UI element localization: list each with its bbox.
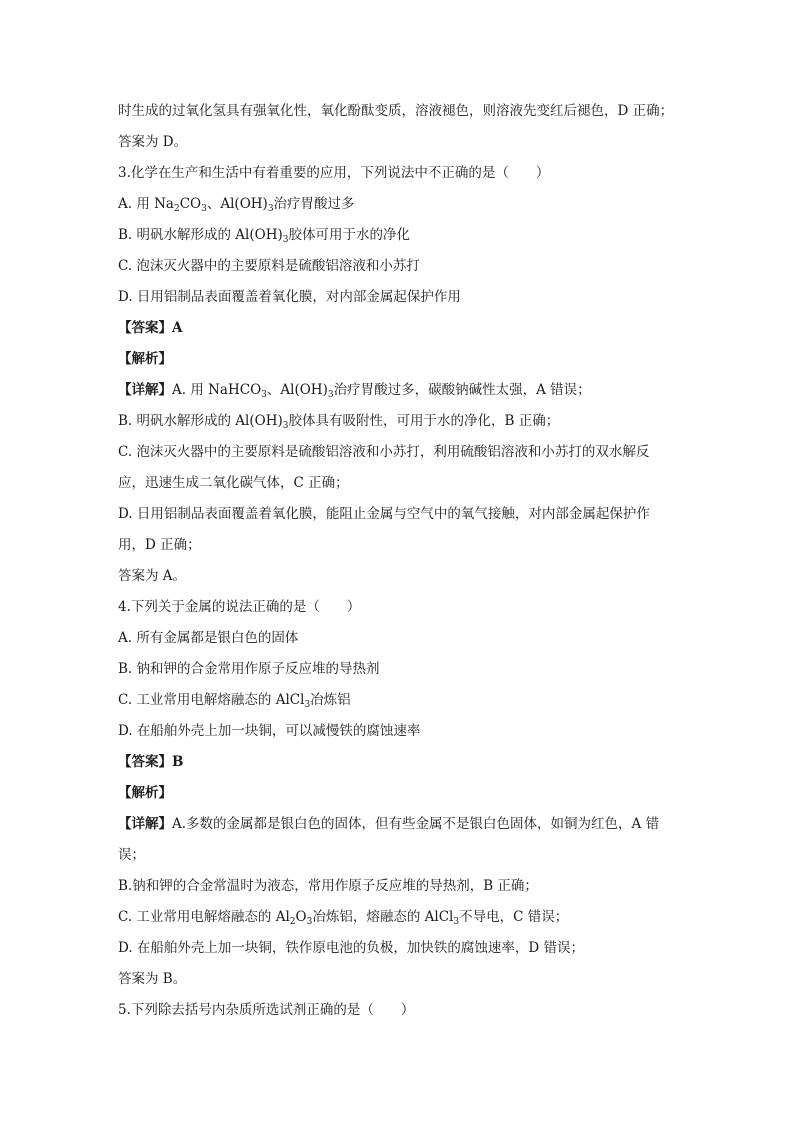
answer-label: 【答案】B	[118, 754, 184, 770]
explanation-line: 应，迅速生成二氧化碳气体，C 正确；	[118, 475, 349, 491]
explanation-line: B. 明矾水解形成的 $Al(OH)_3$胶体具有吸附性，可用于水的净化，B 正确；	[118, 413, 560, 431]
explanation-line: B.钠和钾的合金常温时为液态，常用作原子反应堆的导热剂，B 正确；	[118, 878, 538, 894]
question-3-option-b: B. 明矾水解形成的 $Al(OH)_3$胶体可用于水的净化	[118, 227, 410, 245]
explanation-line: 【详解】A. 用 NaHCO$_3$、$Al(OH)_3$治疗胃酸过多，碳酸钠碱性太强，A 错误；	[118, 382, 591, 400]
explanation-line: 【详解】A.多数的金属都是银白色的固体，但有些金属不是银白色固体，如铜为红色，A 错	[118, 816, 660, 832]
explanation-line: D. 日用铝制品表面覆盖着氧化膜，能阻止金属与空气中的氧气接触，对内部金属起保护作	[118, 506, 650, 522]
explanation-line: 用，D 正确；	[118, 537, 201, 553]
question-4-option-c: C. 工业常用电解熔融态的 AlCl$_3$冶炼铝	[118, 692, 351, 710]
analysis-label: 【解析】	[118, 785, 172, 801]
question-4-option-d: D. 在船舶外壳上加一块铜，可以减慢铁的腐蚀速率	[118, 723, 421, 739]
question-3-stem: 3.化学在生产和生活中有着重要的应用，下列说法中不正确的是（ ）	[118, 165, 550, 181]
text-line: 答案为 D。	[118, 134, 188, 150]
answer-conclusion: 答案为 B。	[118, 971, 187, 987]
text-line: 时生成的过氧化氢具有强氧化性，氧化酚酞变质，溶液褪色，则溶液先变红后褪色，D 正确；	[118, 103, 674, 119]
explanation-line: C. 工业常用电解熔融态的 $Al_2O_3$冶炼铝，熔融态的 AlCl$_3$不导电，C 错误；	[118, 909, 569, 927]
answer-conclusion: 答案为 A。	[118, 568, 187, 584]
explanation-line: 误；	[118, 847, 145, 863]
question-3-option-d: D. 日用铝制品表面覆盖着氧化膜，对内部金属起保护作用	[118, 289, 461, 305]
explanation-line: C. 泡沫灭火器中的主要原料是硫酸铝溶液和小苏打，利用硫酸铝溶液和小苏打的双水解反	[118, 444, 650, 460]
question-4-stem: 4.下列关于金属的说法正确的是（ ）	[118, 599, 361, 615]
explanation-line: D. 在船舶外壳上加一块铜，铁作原电池的负极，加快铁的腐蚀速率，D 错误；	[118, 940, 585, 956]
analysis-label: 【解析】	[118, 351, 172, 367]
question-4-option-b: B. 钠和钾的合金常用作原子反应堆的导热剂	[118, 661, 380, 677]
answer-label: 【答案】A	[118, 320, 183, 336]
question-3-option-c: C. 泡沫灭火器中的主要原料是硫酸铝溶液和小苏打	[118, 258, 420, 274]
question-5-stem: 5.下列除去括号内杂质所选试剂正确的是（ ）	[118, 1002, 415, 1018]
document-page	[118, 96, 680, 1026]
question-4-option-a: A. 所有金属都是银白色的固体	[118, 630, 299, 646]
question-3-option-a: A. 用 $Na_2CO_3$、$Al(OH)_3$治疗胃酸过多	[118, 196, 355, 214]
